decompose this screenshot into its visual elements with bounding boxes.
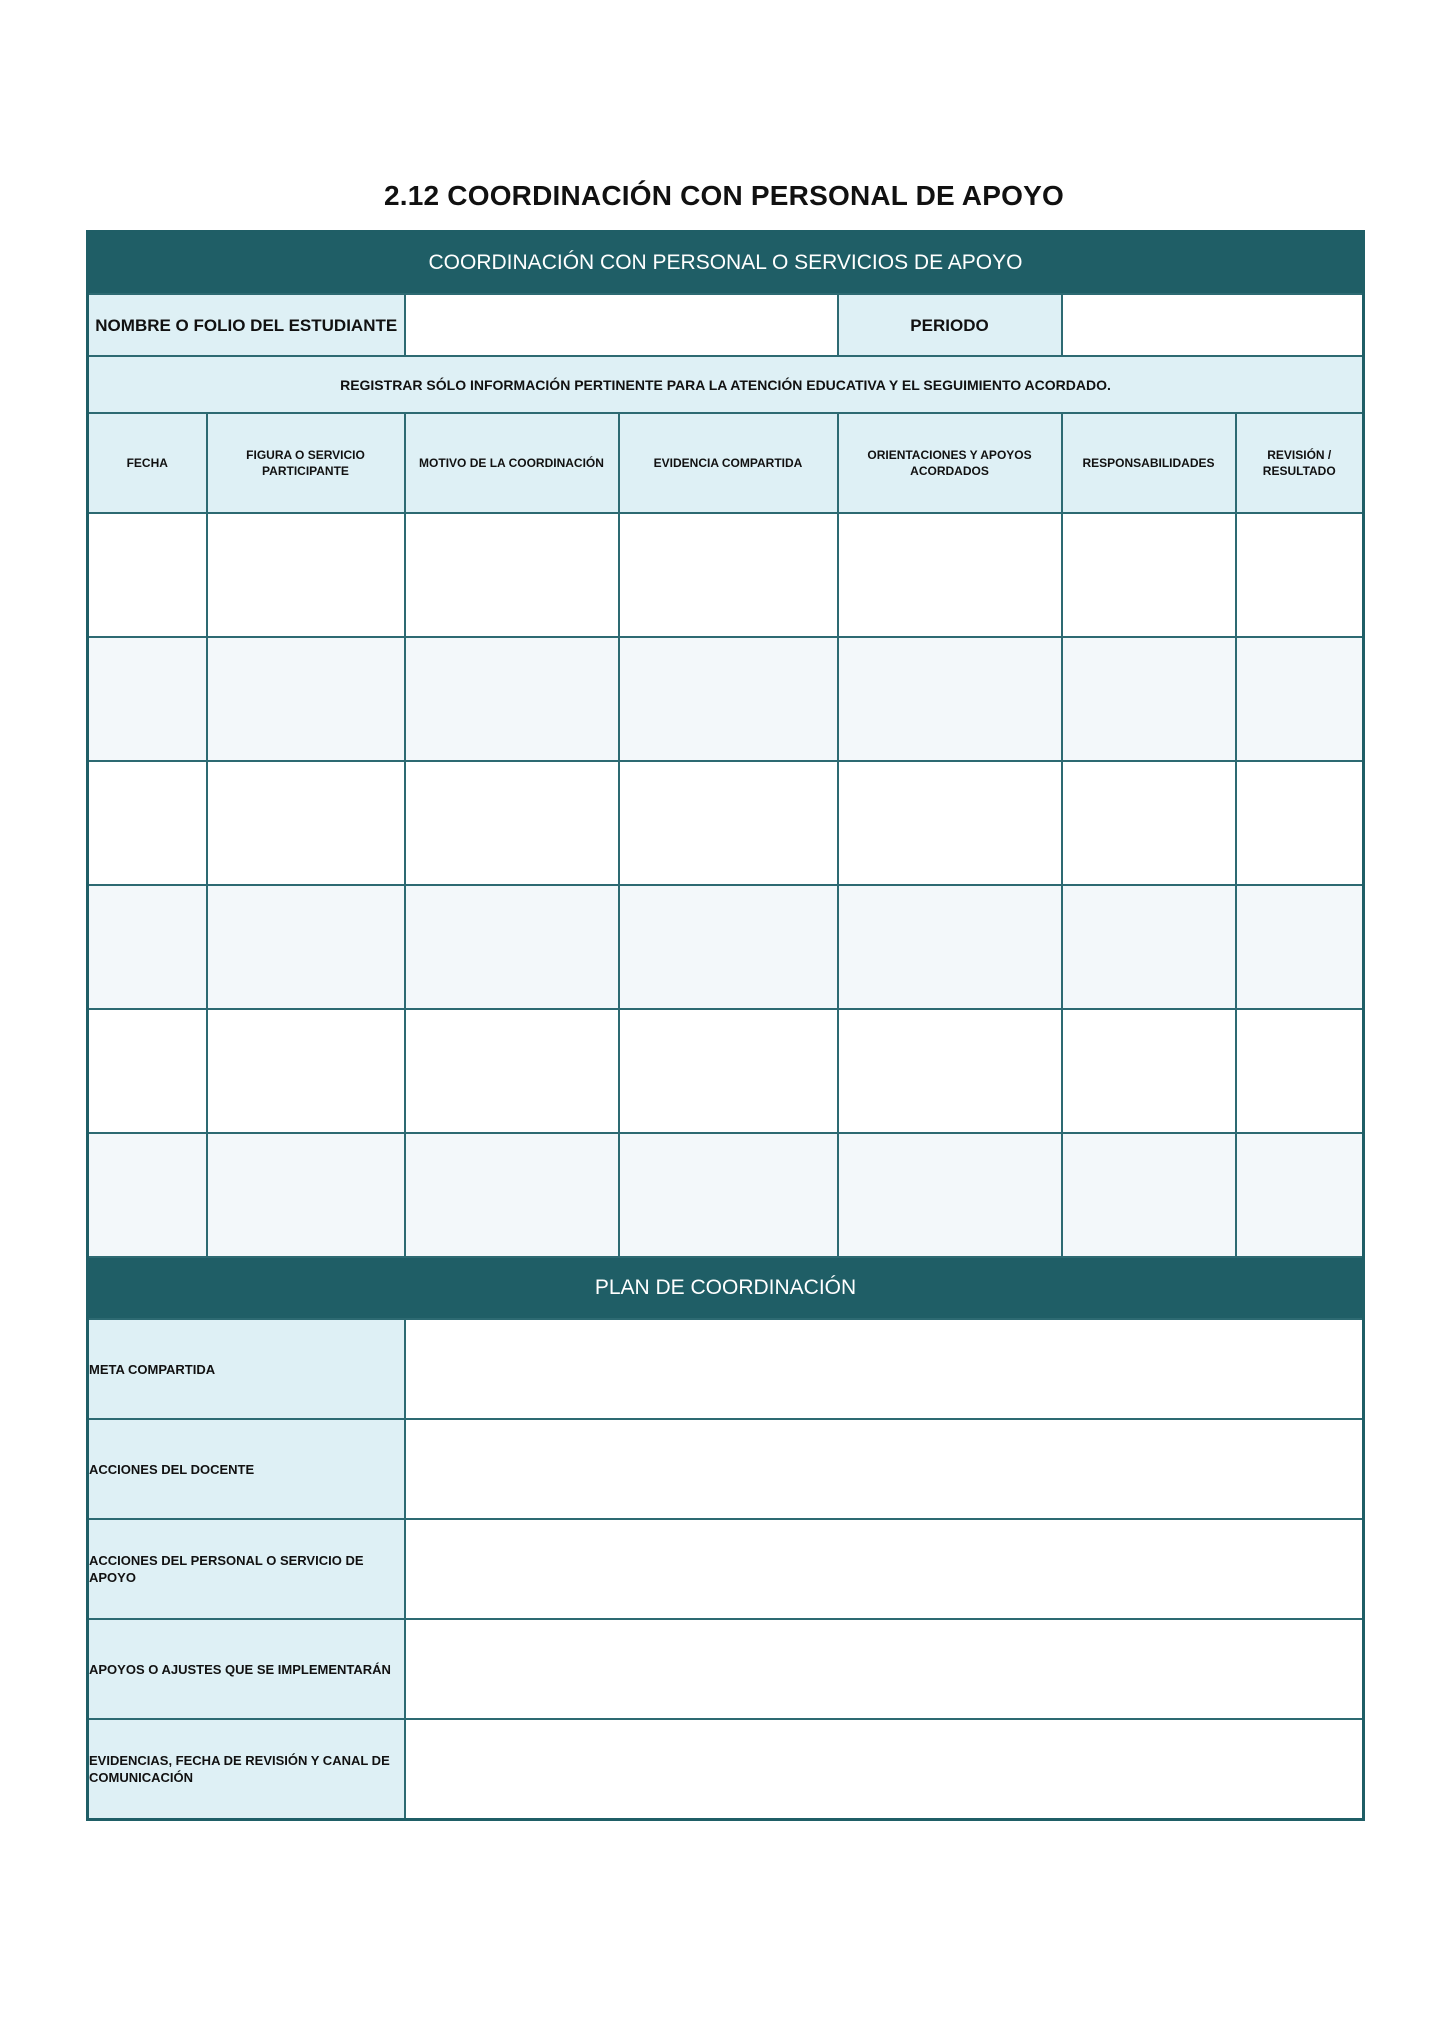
- column-header-motivo: MOTIVO DE LA COORDINACIÓN: [405, 413, 619, 513]
- table-cell[interactable]: [619, 885, 838, 1009]
- table-cell[interactable]: [838, 513, 1062, 637]
- table-cell[interactable]: [88, 637, 207, 761]
- period-field[interactable]: [1062, 294, 1364, 356]
- table-cell[interactable]: [619, 513, 838, 637]
- column-header-figura: FIGURA O SERVICIO PARTICIPANTE: [207, 413, 405, 513]
- table-cell[interactable]: [405, 761, 619, 885]
- student-field[interactable]: [405, 294, 838, 356]
- notice-text: REGISTRAR SÓLO INFORMACIÓN PERTINENTE PARA LA ATENCIÓN EDUCATIVA Y EL SEGUIMIENTO ACORDADO.: [88, 356, 1364, 413]
- table-cell[interactable]: [88, 1133, 207, 1257]
- table-cell[interactable]: [207, 1009, 405, 1133]
- table-cell[interactable]: [207, 1133, 405, 1257]
- table-cell[interactable]: [619, 1009, 838, 1133]
- table-cell[interactable]: [88, 761, 207, 885]
- plan-label-acciones-docente: ACCIONES DEL DOCENTE: [88, 1419, 405, 1519]
- table-cell[interactable]: [207, 513, 405, 637]
- table-row: [88, 1009, 1364, 1133]
- table-cell[interactable]: [88, 513, 207, 637]
- table-cell[interactable]: [838, 1133, 1062, 1257]
- table-cell[interactable]: [1236, 513, 1364, 637]
- column-header-responsabilidades: RESPONSABILIDADES: [1062, 413, 1236, 513]
- plan-field-acciones-docente[interactable]: [405, 1419, 1364, 1519]
- plan-label-acciones-apoyo: ACCIONES DEL PERSONAL O SERVICIO DE APOYO: [88, 1519, 405, 1619]
- plan-label-meta: META COMPARTIDA: [88, 1319, 405, 1419]
- table-cell[interactable]: [1236, 885, 1364, 1009]
- table-row: [88, 761, 1364, 885]
- table-cell[interactable]: [88, 1009, 207, 1133]
- table-cell[interactable]: [1062, 1009, 1236, 1133]
- plan-label-evidencias: EVIDENCIAS, FECHA DE REVISIÓN Y CANAL DE COMUNICACIÓN: [88, 1719, 405, 1820]
- table-cell[interactable]: [1062, 513, 1236, 637]
- plan-field-acciones-apoyo[interactable]: [405, 1519, 1364, 1619]
- section-header-plan: PLAN DE COORDINACIÓN: [88, 1257, 1364, 1319]
- column-header-fecha: FECHA: [88, 413, 207, 513]
- table-cell[interactable]: [405, 637, 619, 761]
- plan-field-evidencias[interactable]: [405, 1719, 1364, 1820]
- period-label: PERIODO: [838, 294, 1062, 356]
- column-header-revision: REVISIÓN / RESULTADO: [1236, 413, 1364, 513]
- table-row: [88, 1133, 1364, 1257]
- table-cell[interactable]: [88, 885, 207, 1009]
- table-cell[interactable]: [1236, 761, 1364, 885]
- table-row: [88, 513, 1364, 637]
- plan-field-meta[interactable]: [405, 1319, 1364, 1419]
- table-cell[interactable]: [619, 637, 838, 761]
- table-cell[interactable]: [207, 637, 405, 761]
- table-row: [88, 637, 1364, 761]
- table-cell[interactable]: [1236, 1133, 1364, 1257]
- table-cell[interactable]: [1062, 885, 1236, 1009]
- table-cell[interactable]: [405, 1133, 619, 1257]
- table-cell[interactable]: [619, 1133, 838, 1257]
- coordination-form: [86, 230, 1365, 1821]
- table-cell[interactable]: [1062, 1133, 1236, 1257]
- table-cell[interactable]: [1236, 1009, 1364, 1133]
- table-cell[interactable]: [1062, 637, 1236, 761]
- table-cell[interactable]: [838, 1009, 1062, 1133]
- table-row: [88, 885, 1364, 1009]
- plan-field-ajustes[interactable]: [405, 1619, 1364, 1719]
- table-cell[interactable]: [405, 513, 619, 637]
- table-cell[interactable]: [207, 885, 405, 1009]
- table-cell[interactable]: [405, 885, 619, 1009]
- column-header-evidencia: EVIDENCIA COMPARTIDA: [619, 413, 838, 513]
- student-label: NOMBRE O FOLIO DEL ESTUDIANTE: [88, 294, 405, 356]
- section-header-coordination: COORDINACIÓN CON PERSONAL O SERVICIOS DE APOYO: [88, 232, 1364, 295]
- column-header-orientaciones: ORIENTACIONES Y APOYOS ACORDADOS: [838, 413, 1062, 513]
- table-cell[interactable]: [838, 885, 1062, 1009]
- table-cell[interactable]: [1062, 761, 1236, 885]
- table-cell[interactable]: [619, 761, 838, 885]
- table-cell[interactable]: [838, 637, 1062, 761]
- table-cell[interactable]: [405, 1009, 619, 1133]
- page-title: 2.12 COORDINACIÓN CON PERSONAL DE APOYO: [384, 180, 1064, 211]
- plan-label-ajustes: APOYOS O AJUSTES QUE SE IMPLEMENTARÁN: [88, 1619, 405, 1719]
- table-cell[interactable]: [207, 761, 405, 885]
- table-cell[interactable]: [1236, 637, 1364, 761]
- table-cell[interactable]: [838, 761, 1062, 885]
